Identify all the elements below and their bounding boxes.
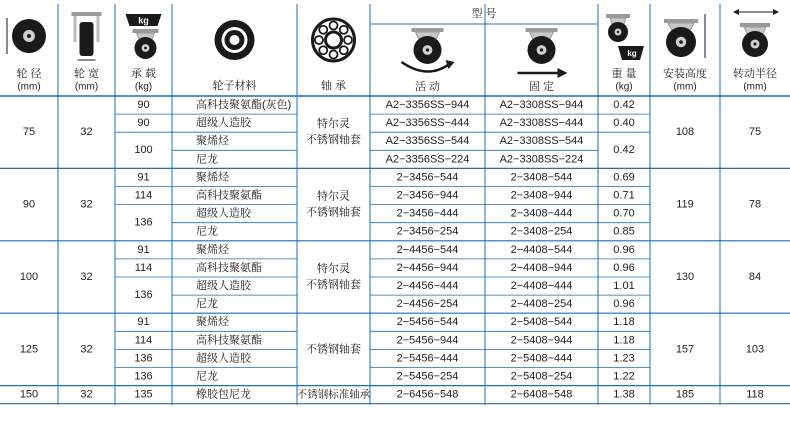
mount-height-value: 108: [675, 126, 695, 139]
weight-icon-kg-label: kg: [627, 49, 637, 59]
swivel-radius-value: 78: [748, 198, 762, 211]
fixed-model-value: 2−5408−444: [510, 352, 573, 365]
weight-value: 0.96: [613, 298, 635, 311]
bearing-value: 特尔灵: [317, 118, 350, 131]
load-caster-icon: [133, 29, 159, 59]
material-value: 尼龙: [196, 298, 218, 311]
swivel-model-value: 2−3456−444: [396, 207, 459, 220]
fixed-model-value: 2−4408−254: [510, 298, 573, 311]
header-wheel-diameter-unit: (mm): [17, 81, 41, 93]
weight-value: 1.38: [613, 388, 635, 401]
weight-value: 1.18: [613, 316, 635, 329]
fixed-model-value: 2−3408−944: [510, 189, 573, 202]
header-weight-unit: (kg): [615, 81, 633, 93]
material-value: 聚烯烃: [196, 171, 229, 184]
weight-value: 1.01: [613, 279, 635, 292]
header-wheel-width: 轮 宽: [73, 67, 100, 80]
weight-value: 1.23: [613, 352, 635, 365]
caster-wheel-diameter-icon: [12, 19, 46, 53]
header-swivel-radius-unit: (mm): [743, 81, 767, 93]
weight-value: 0.70: [613, 207, 635, 220]
load-value: 114: [134, 189, 153, 202]
fixed-model-value: 2−3408−544: [510, 171, 573, 184]
mount-height-value: 119: [676, 198, 694, 211]
weight-value: 1.22: [613, 370, 635, 383]
swivel-model-value: A2−3356SS−444: [385, 117, 470, 130]
load-value: 135: [134, 388, 153, 401]
weight-value: 0.85: [613, 225, 635, 238]
wheel-diameter-value: 75: [22, 126, 36, 139]
swivel-radius-icon: [740, 23, 770, 57]
weight-value: 1.18: [613, 334, 635, 347]
caster-wheel-width-icon: [72, 12, 102, 60]
load-value: 91: [137, 243, 150, 256]
bearing-value: 不锈钢轴套: [306, 134, 361, 147]
swivel-model-value: 2−6456−548: [396, 388, 459, 401]
material-value: 超级人造胶: [196, 352, 251, 365]
fixed-model-value: 2−4408−544: [510, 243, 573, 256]
swivel-model-value: 2−5456−444: [396, 352, 459, 365]
header-wheel-width-unit: (mm): [74, 81, 99, 93]
fixed-model-value: 2−4408−944: [510, 261, 573, 274]
fixed-model-value: 2−4408−444: [510, 279, 573, 292]
load-value: 136: [134, 289, 153, 302]
weight-value: 0.42: [613, 144, 635, 157]
caster-load-icon: [126, 14, 162, 26]
mount-height-icon: [664, 19, 698, 57]
header-mount-height-unit: (mm): [673, 81, 697, 93]
fixed-caster-icon: [526, 28, 558, 64]
radius-arrowhead-icon: [773, 9, 779, 15]
load-value: 100: [134, 144, 153, 157]
weight-value: 0.96: [613, 261, 635, 274]
material-value: 超级人造胶: [196, 207, 251, 220]
swivel-radius-value: 75: [748, 126, 762, 139]
load-value: 91: [137, 316, 150, 329]
wheel-width-value: 32: [80, 388, 93, 401]
load-value: 91: [137, 171, 150, 184]
swivel-model-value: 2−4456−944: [396, 261, 459, 274]
table-text: [16, 6, 777, 401]
fixed-model-value: 2−5408−254: [510, 370, 573, 383]
swivel-model-value: 2−3456−254: [396, 225, 459, 238]
load-icon-kg-label: kg: [138, 15, 149, 26]
fixed-model-value: 2−6408−548: [510, 388, 573, 401]
swivel-model-value: 2−5456−544: [396, 316, 459, 329]
load-value: 90: [137, 98, 150, 111]
header-material: 轮子材料: [212, 79, 257, 92]
header-mount-height: 安装高度: [663, 67, 707, 80]
material-value: 聚烯烃: [196, 243, 229, 256]
load-value: 136: [134, 370, 153, 383]
swivel-model-value: A2−3356SS−224: [385, 153, 470, 166]
material-value: 高科技聚氨酯: [196, 261, 262, 274]
fixed-model-value: 2−3408−444: [510, 207, 573, 220]
fixed-model-value: A2−3308SS−944: [499, 98, 584, 111]
fixed-model-value: 2−3408−254: [510, 225, 573, 238]
weight-block-icon: [618, 46, 644, 60]
wheel-diameter-value: 100: [19, 270, 39, 283]
material-value: 聚烯烃: [196, 316, 229, 329]
load-value: 136: [134, 216, 153, 229]
mount-height-value: 185: [675, 388, 695, 401]
weight-value: 0.42: [613, 98, 635, 111]
table-grid: [0, 4, 790, 405]
swivel-model-value: 2−4456−254: [396, 298, 459, 311]
bearing-value: 不锈钢轴套: [306, 206, 361, 219]
swivel-radius-value: 118: [746, 388, 764, 401]
material-value: 聚烯烃: [196, 135, 229, 148]
bearing-value: 不锈钢标准轴承: [296, 388, 371, 401]
load-value: 114: [134, 261, 153, 274]
swivel-model-value: A2−3356SS−544: [385, 135, 470, 148]
material-value: 高科技聚氨酯: [196, 189, 262, 202]
header-weight: 重 量: [611, 67, 637, 80]
header-swivel-radius: 转动半径: [733, 67, 777, 80]
material-value: 尼龙: [196, 225, 218, 238]
swivel-model-value: 2−3456−544: [396, 171, 459, 184]
wheel-width-value: 32: [80, 343, 93, 356]
material-value: 超级人造胶: [196, 279, 251, 292]
header-model: 型 号: [471, 7, 497, 20]
weight-value: 0.96: [613, 243, 635, 256]
swivel-model-value: A2−3356SS−944: [385, 98, 470, 111]
bearing-value: 不锈钢轴套: [306, 278, 361, 291]
fixed-model-value: A2−3308SS−444: [499, 117, 584, 130]
wheel-width-value: 32: [80, 198, 93, 211]
material-value: 高科技聚氨酯(灰色): [196, 98, 292, 111]
fixed-arrowhead-icon: [558, 68, 568, 78]
header-fixed: 固 定: [528, 80, 555, 93]
header-load: 承 载: [130, 67, 157, 80]
material-value: 尼龙: [196, 370, 218, 383]
swivel-model-value: 2−4456−544: [396, 243, 459, 256]
header-load-unit: (kg): [134, 81, 153, 93]
fixed-model-value: 2−5408−944: [510, 334, 573, 347]
load-value: 90: [137, 117, 150, 130]
swivel-model-value: 2−3456−944: [396, 189, 459, 202]
radius-arrowhead-icon: [733, 9, 739, 15]
swivel-model-value: 2−4456−444: [396, 279, 459, 292]
header-swivel: 活 动: [414, 80, 441, 93]
weight-value: 0.69: [613, 171, 635, 184]
load-value: 114: [134, 334, 153, 347]
material-value: 高科技聚氨酯: [196, 334, 262, 347]
header-bearing: 轴 承: [320, 79, 347, 92]
swivel-model-value: 2−5456−254: [396, 370, 459, 383]
wheel-diameter-value: 150: [19, 388, 39, 401]
fixed-model-value: A2−3308SS−224: [499, 153, 584, 166]
caster-weight-icon: [606, 14, 630, 42]
fixed-model-value: A2−3308SS−544: [499, 135, 584, 148]
load-value: 136: [134, 352, 153, 365]
bearing-value: 不锈钢轴套: [306, 343, 361, 356]
swivel-caster-icon: [412, 28, 444, 64]
weight-value: 0.71: [613, 189, 635, 202]
wheel-material-icon: [215, 20, 255, 60]
weight-value: 0.40: [613, 117, 635, 130]
swivel-radius-value: 84: [748, 270, 762, 283]
mount-height-value: 157: [675, 343, 695, 356]
wheel-width-value: 32: [80, 126, 93, 139]
bearing-icon: [313, 19, 355, 61]
wheel-width-value: 32: [80, 270, 93, 283]
fixed-model-value: 2−5408−544: [510, 316, 573, 329]
material-value: 超级人造胶: [196, 117, 251, 130]
wheel-diameter-value: 90: [22, 198, 36, 211]
wheel-diameter-value: 125: [19, 343, 39, 356]
mount-height-value: 130: [675, 270, 695, 283]
swivel-radius-value: 103: [745, 343, 765, 356]
header-wheel-diameter: 轮 径: [16, 67, 42, 80]
material-value: 尼龙: [196, 153, 218, 166]
bearing-value: 特尔灵: [317, 190, 350, 203]
swivel-model-value: 2−5456−944: [396, 334, 459, 347]
bearing-value: 特尔灵: [317, 262, 350, 275]
material-value: 橡胶包尼龙: [196, 388, 251, 401]
